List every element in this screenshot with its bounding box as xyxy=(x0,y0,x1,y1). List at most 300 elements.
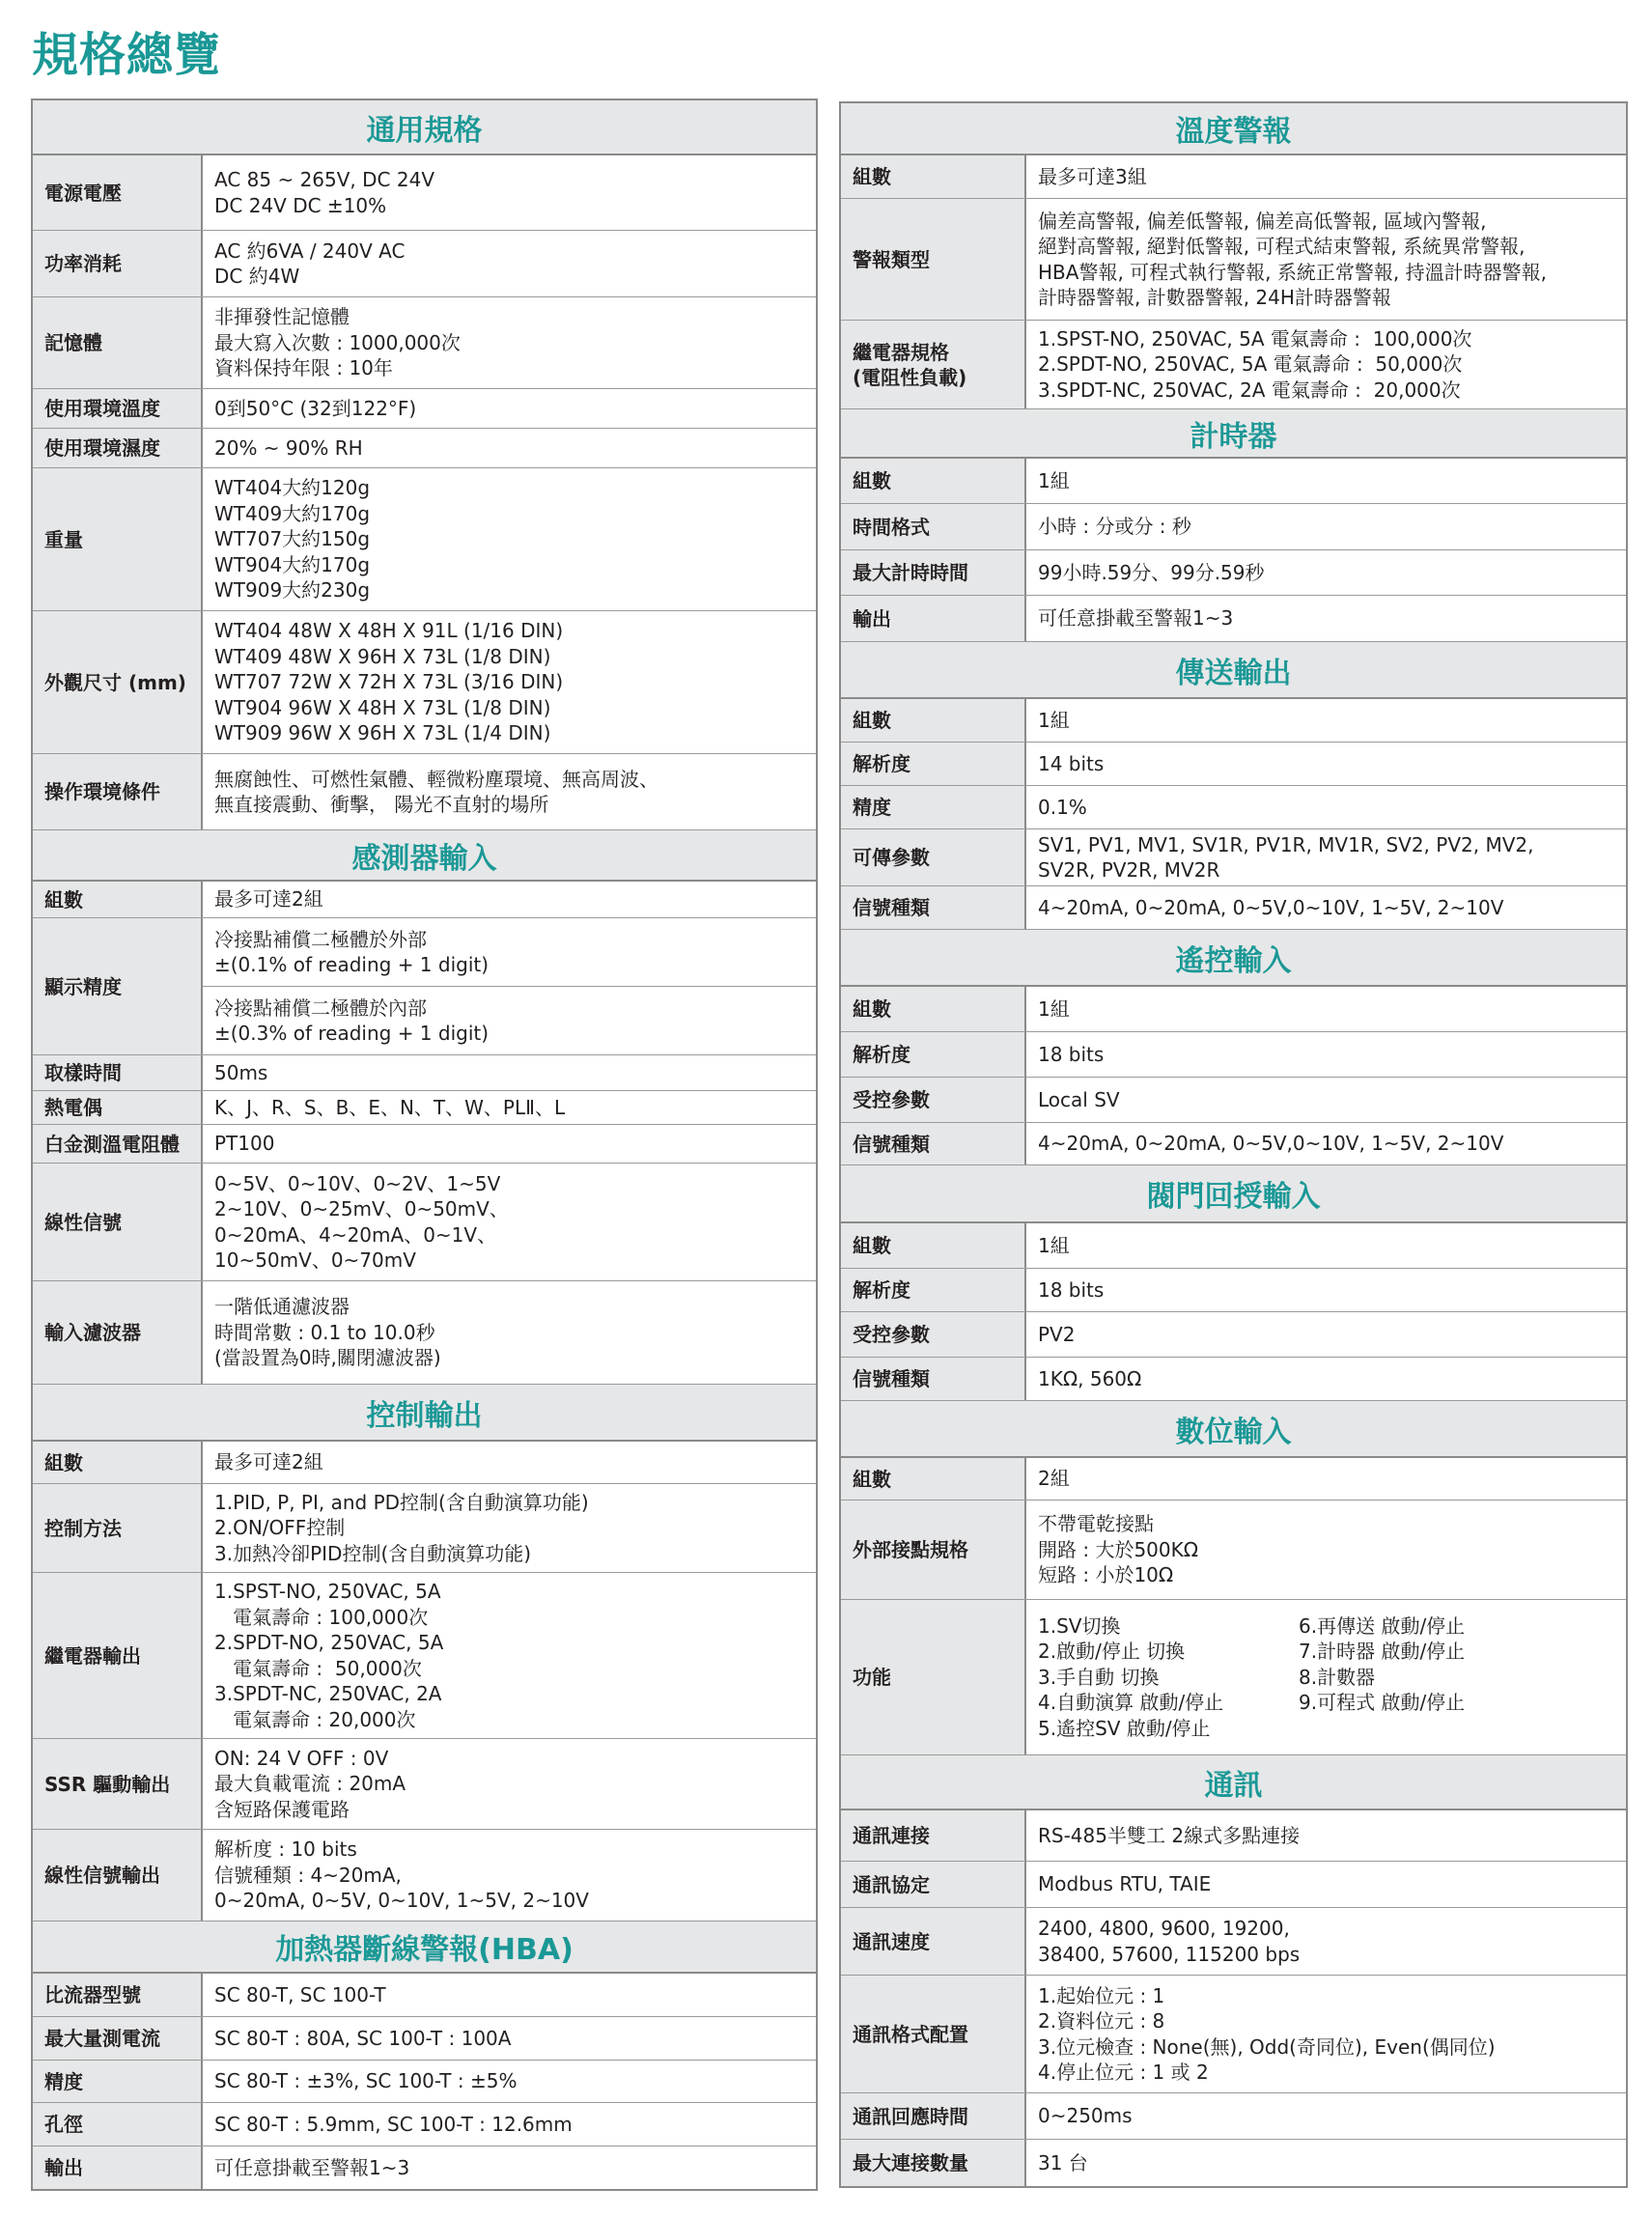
spec-row xyxy=(33,389,816,429)
spec-value xyxy=(1026,786,1626,828)
spec-row xyxy=(841,1810,1626,1862)
spec-row xyxy=(33,2017,816,2061)
text-line: 信號種類 xyxy=(853,1367,930,1390)
spec-label xyxy=(841,1501,1026,1599)
spec-label xyxy=(33,1830,203,1921)
label-text xyxy=(44,396,160,421)
spec-row xyxy=(33,1739,816,1830)
spec-value xyxy=(203,1281,816,1384)
text-line: WT707大約150g xyxy=(214,527,371,551)
spec-label xyxy=(33,155,203,230)
label-text xyxy=(44,330,102,355)
text-line: 精度 xyxy=(44,2069,83,2093)
label-text xyxy=(853,2022,968,2047)
spec-value xyxy=(1026,2093,1626,2139)
spec-row xyxy=(33,2146,816,2189)
text-line: 14 bits xyxy=(1038,751,1105,775)
text-line: 最大寫入次數 : 1000,000次 xyxy=(214,330,461,354)
spec-label xyxy=(841,459,1026,503)
text-line: WT409 48W X 96H X 73L (1/8 DIN) xyxy=(214,644,551,668)
label-text xyxy=(44,1863,160,1888)
label-text xyxy=(853,515,930,540)
section-header: 遙控輸入 xyxy=(841,930,1626,987)
text-line: AC 約6VA / 240V AC xyxy=(214,238,406,263)
text-line: 非揮發性記憶體 xyxy=(214,305,350,329)
text-line: 孔徑 xyxy=(44,2113,83,2136)
text-line: 外觀尺寸 (mm) xyxy=(44,670,186,694)
text-line: 組數 xyxy=(853,165,891,188)
spec-value xyxy=(203,297,816,388)
spec-value xyxy=(1026,1312,1626,1357)
text-line: 2.SPDT-NO, 250VAC, 5A 電氣壽命 : 50,000次 xyxy=(1038,352,1463,377)
spec-row xyxy=(33,1164,816,1281)
text-line: 2.啟動/停止 切換 xyxy=(1038,1640,1186,1664)
spec-label xyxy=(33,918,203,1054)
text-line: 通訊連接 xyxy=(853,1824,930,1847)
section-header: 計時器 xyxy=(841,409,1626,459)
label-text xyxy=(44,1643,141,1669)
text-line: K、J、R、S、B、E、N、T、W、PLⅡ、L xyxy=(214,1095,566,1119)
text-line: 最大連接數量 xyxy=(853,2151,968,2174)
spec-row xyxy=(841,1908,1626,1976)
label-text xyxy=(853,1087,930,1112)
text-line: 1.PID, P, PI, and PD控制(含自動演算功能) xyxy=(214,1490,589,1514)
spec-label xyxy=(33,1573,203,1738)
spec-label xyxy=(841,1976,1026,2092)
text-line: 線性信號 xyxy=(44,1210,122,1234)
spec-value xyxy=(1026,1458,1626,1500)
spec-row xyxy=(33,429,816,468)
text-line: AC 85 ~ 265V, DC 24V xyxy=(214,168,434,191)
text-line: 4~20mA, 0~20mA, 0~5V,0~10V, 1~5V, 2~10V xyxy=(1038,1132,1504,1156)
text-line: 最多可達2組 xyxy=(214,1450,323,1474)
text-line: 可任意掛載至警報1~3 xyxy=(214,2155,410,2179)
text-line: 解析度 xyxy=(853,1043,910,1066)
spec-label xyxy=(33,468,203,610)
text-line: PT100 xyxy=(214,1132,275,1156)
spec-value xyxy=(203,1573,816,1738)
spec-value xyxy=(203,1739,816,1829)
spec-label xyxy=(841,987,1026,1031)
spec-label xyxy=(33,2103,203,2146)
text-line: 9.可程式 啟動/停止 xyxy=(1299,1691,1466,1715)
spec-label xyxy=(841,1032,1026,1077)
spec-value xyxy=(1026,1269,1626,1311)
text-line: 記憶體 xyxy=(44,331,102,354)
text-line: DC 約4W xyxy=(214,265,300,288)
label-text xyxy=(44,1060,122,1085)
text-line: 精度 xyxy=(853,796,891,819)
spec-row xyxy=(33,882,816,918)
label-text xyxy=(853,468,891,493)
section-header: 數位輸入 xyxy=(841,1401,1626,1458)
spec-value xyxy=(203,754,816,829)
spec-value xyxy=(203,2061,816,2102)
text-line: 組數 xyxy=(853,1234,891,1257)
spec-label xyxy=(841,1078,1026,1122)
text-line: 6.再傳送 啟動/停止 xyxy=(1299,1613,1466,1638)
spec-value xyxy=(203,1442,816,1483)
spec-row xyxy=(841,1223,1626,1269)
spec-value xyxy=(1026,1501,1626,1599)
spec-row xyxy=(841,321,1626,409)
label-text xyxy=(44,1210,122,1235)
text-line: 7.計時器 啟動/停止 xyxy=(1299,1640,1466,1664)
spec-row xyxy=(841,829,1626,886)
label-text xyxy=(853,164,891,189)
label-text xyxy=(44,2155,83,2180)
spec-row xyxy=(33,231,816,297)
section-header: 加熱器斷線警報(HBA) xyxy=(33,1921,816,1974)
spec-row xyxy=(33,1484,816,1573)
spec-value xyxy=(203,1484,816,1572)
text-line: 0~250ms xyxy=(1038,2104,1133,2128)
text-line: WT904 96W X 48H X 73L (1/8 DIN) xyxy=(214,695,551,719)
spec-value xyxy=(1026,886,1626,929)
spec-row xyxy=(33,297,816,389)
spec-label xyxy=(841,1810,1026,1861)
spec-value xyxy=(203,429,816,467)
text-line: WT909大約230g xyxy=(214,578,371,603)
value-column xyxy=(1038,1613,1299,1742)
text-line: 3.加熱冷卻PID控制(含自動演算功能) xyxy=(214,1541,532,1565)
text-line: 最多可達2組 xyxy=(214,887,323,912)
spec-label xyxy=(841,504,1026,549)
spec-label xyxy=(33,1091,203,1124)
spec-row xyxy=(841,596,1626,642)
spec-row xyxy=(841,1862,1626,1908)
text-line: 8.計數器 xyxy=(1299,1665,1376,1689)
text-line: 通訊回應時間 xyxy=(853,2104,968,2128)
text-line: 20% ~ 90% RH xyxy=(214,435,363,460)
spec-label xyxy=(841,155,1026,198)
spec-value xyxy=(1026,829,1626,885)
text-line: 電氣壽命 : 50,000次 xyxy=(214,1656,422,1680)
spec-row xyxy=(841,1600,1626,1755)
spec-label xyxy=(841,2093,1026,2139)
text-line: 通訊速度 xyxy=(853,1929,930,1953)
text-line: 組數 xyxy=(853,1467,891,1491)
text-line: 3.手自動 切換 xyxy=(1038,1665,1160,1689)
spec-value xyxy=(203,1830,816,1921)
spec-label xyxy=(841,1600,1026,1754)
spec-value xyxy=(1026,1123,1626,1164)
spec-row xyxy=(841,1358,1626,1401)
text-line: 外部接點規格 xyxy=(853,1538,968,1561)
spec-row xyxy=(841,699,1626,743)
text-line: 4.停止位元 : 1 或 2 xyxy=(1038,2061,1209,2084)
spec-value xyxy=(203,389,816,428)
spec-row xyxy=(33,1573,816,1739)
text-line: 4.自動演算 啟動/停止 xyxy=(1038,1691,1224,1715)
text-line: 1.SPST-NO, 250VAC, 5A 電氣壽命 : 100,000次 xyxy=(1038,326,1472,351)
text-line: 警報類型 xyxy=(853,247,930,271)
spec-label xyxy=(33,1974,203,2016)
spec-label xyxy=(841,886,1026,929)
spec-value xyxy=(1026,199,1626,320)
label-text xyxy=(44,1095,102,1120)
text-line: 18 bits xyxy=(1038,1042,1105,1066)
spec-value xyxy=(1026,987,1626,1031)
spec-row xyxy=(841,1078,1626,1123)
spec-label xyxy=(33,297,203,388)
text-line: (當設置為0時,關閉濾波器) xyxy=(214,1346,441,1370)
text-line: 控制方法 xyxy=(44,1516,122,1540)
text-line: Modbus RTU, TAIE xyxy=(1038,1872,1212,1896)
spec-row xyxy=(33,1830,816,1921)
spec-value xyxy=(1026,504,1626,549)
spec-row xyxy=(33,2103,816,2146)
label-text xyxy=(853,1823,930,1848)
text-line: 組數 xyxy=(853,469,891,492)
text-line: 最大量測電流 xyxy=(44,2027,160,2050)
spec-label xyxy=(841,743,1026,785)
text-line: 顯示精度 xyxy=(44,974,122,998)
spec-value xyxy=(203,1055,816,1090)
text-line: SSR 驅動輸出 xyxy=(44,1772,171,1796)
text-line: 99小時.59分、99分.59秒 xyxy=(1038,560,1265,584)
spec-row xyxy=(33,468,816,611)
spec-row xyxy=(841,459,1626,504)
spec-row xyxy=(841,1458,1626,1501)
text-line: 可任意掛載至警報1~3 xyxy=(1038,606,1234,631)
text-line: SC 80-T : ±3%, SC 100-T : ±5% xyxy=(214,2069,518,2093)
spec-label xyxy=(841,321,1026,408)
text-line: 解析度 : 10 bits xyxy=(214,1837,357,1862)
text-line: Local SV xyxy=(1038,1087,1120,1111)
page-title: 規格總覽 xyxy=(32,28,222,82)
label-text xyxy=(44,670,186,695)
text-line: 使用環境濕度 xyxy=(44,436,160,460)
spec-label xyxy=(841,550,1026,595)
text-line: 0~5V、0~10V、0~2V、1~5V xyxy=(214,1171,501,1195)
text-line: 功率消耗 xyxy=(44,252,122,275)
spec-row xyxy=(841,504,1626,550)
spec-row xyxy=(841,550,1626,596)
spec-row xyxy=(33,918,816,1055)
label-text xyxy=(853,1872,930,1897)
label-text xyxy=(44,2112,83,2137)
spec-value xyxy=(1026,1078,1626,1122)
label-text xyxy=(853,2104,968,2129)
text-line: 2.SPDT-NO, 250VAC, 5A xyxy=(214,1631,444,1654)
section-header: 通用規格 xyxy=(33,100,816,155)
label-text xyxy=(44,527,83,552)
spec-row xyxy=(841,1312,1626,1358)
label-text xyxy=(44,181,122,206)
text-line: ±(0.3% of reading + 1 digit) xyxy=(214,1022,490,1045)
spec-row xyxy=(841,886,1626,930)
text-line: 1組 xyxy=(1038,1233,1070,1257)
text-line: 繼電器輸出 xyxy=(44,1643,141,1668)
label-text xyxy=(853,2150,968,2175)
label-text xyxy=(853,996,891,1022)
spec-row xyxy=(33,1281,816,1385)
text-line: 偏差高警報, 偏差低警報, 偏差高低警報, 區域內警報, xyxy=(1038,209,1487,233)
text-line: 解析度 xyxy=(853,752,910,775)
spec-value xyxy=(203,1125,816,1163)
value-column xyxy=(1299,1613,1559,1742)
spec-value xyxy=(203,1091,816,1124)
spec-value xyxy=(1026,459,1626,503)
text-line: 0到50°C (32到122°F) xyxy=(214,396,417,420)
text-line: 2.資料位元 : 8 xyxy=(1038,2009,1165,2033)
label-text xyxy=(44,779,160,804)
spec-label xyxy=(33,1739,203,1829)
spec-value xyxy=(1026,321,1626,408)
section-header: 閥門回授輸入 xyxy=(841,1165,1626,1223)
text-line: 電源電壓 xyxy=(44,181,122,205)
text-line: WT404大約120g xyxy=(214,476,371,500)
spec-label xyxy=(841,199,1026,320)
text-line: 熱電偶 xyxy=(44,1096,102,1119)
spec-value xyxy=(203,1164,816,1280)
spec-label xyxy=(841,829,1026,885)
text-line: 解析度 xyxy=(853,1278,910,1302)
spec-row xyxy=(841,1032,1626,1078)
spec-row xyxy=(33,1091,816,1125)
spec-row xyxy=(841,1269,1626,1312)
text-line: 31 台 xyxy=(1038,2150,1088,2174)
text-line: SC 80-T, SC 100-T xyxy=(214,1982,386,2006)
text-line: 含短路保護電路 xyxy=(214,1797,350,1821)
text-line: 10~50mV、0~70mV xyxy=(214,1248,416,1272)
text-line: 一階低通濾波器 xyxy=(214,1295,350,1319)
spec-row xyxy=(33,754,816,830)
label-text xyxy=(44,2026,160,2051)
text-line: 可傳參數 xyxy=(853,846,930,869)
spec-label xyxy=(33,882,203,917)
spec-label xyxy=(841,1458,1026,1500)
spec-row xyxy=(841,2140,1626,2186)
spec-row xyxy=(33,1125,816,1164)
text-line: WT404 48W X 48H X 91L (1/16 DIN) xyxy=(214,619,564,643)
text-line: SC 80-T : 5.9mm, SC 100-T : 12.6mm xyxy=(214,2112,573,2136)
spec-value xyxy=(203,1974,816,2016)
label-text xyxy=(44,1132,180,1157)
spec-value xyxy=(1026,1862,1626,1907)
text-line: 最多可達3組 xyxy=(1038,164,1147,188)
text-line: 電氣壽命 : 20,000次 xyxy=(214,1707,416,1731)
spec-value xyxy=(1026,1032,1626,1077)
text-line: SV1, PV1, MV1, SV1R, PV1R, MV1R, SV2, PV2, MV2, xyxy=(1038,832,1534,856)
spec-row xyxy=(33,155,816,231)
spec-label xyxy=(841,2140,1026,2186)
text-line: 絕對高警報, 絕對低警報, 可程式結束警報, 系統異常警報, xyxy=(1038,235,1526,258)
text-line: 1組 xyxy=(1038,708,1070,732)
text-line: 比流器型號 xyxy=(44,1983,141,2006)
section-header: 控制輸出 xyxy=(33,1385,816,1442)
spec-label xyxy=(33,231,203,296)
text-line: 最大負載電流 : 20mA xyxy=(214,1772,406,1796)
spec-label xyxy=(33,611,203,753)
label-text xyxy=(44,1772,170,1797)
text-line: WT409大約170g xyxy=(214,501,371,525)
spec-value xyxy=(1026,1976,1626,2092)
spec-subcell xyxy=(203,918,816,987)
spec-value xyxy=(203,2146,816,2189)
spec-value xyxy=(1026,1810,1626,1861)
text-line: 資料保持年限 : 10年 xyxy=(214,356,393,380)
section-header: 感測器輸入 xyxy=(33,830,816,882)
label-text xyxy=(44,1982,141,2007)
spec-label xyxy=(33,1442,203,1483)
text-line: ON: 24 V OFF : 0V xyxy=(214,1746,389,1770)
label-text xyxy=(44,251,122,276)
text-line: 1組 xyxy=(1038,996,1070,1021)
text-line: 繼電器規格 xyxy=(853,340,949,364)
label-text xyxy=(853,845,930,870)
spec-label xyxy=(841,1862,1026,1907)
text-line: (電阻性負載) xyxy=(853,365,967,389)
text-line: 計時器警報, 計數器警報, 24H計時器警報 xyxy=(1038,286,1391,309)
spec-value xyxy=(203,231,816,296)
text-line: 組數 xyxy=(853,997,891,1021)
value-columns xyxy=(1038,1613,1626,1742)
text-line: 組數 xyxy=(44,887,83,912)
text-line: PV2 xyxy=(1038,1322,1076,1346)
spec-value xyxy=(1026,1600,1626,1754)
text-line: 受控參數 xyxy=(853,1088,930,1111)
spec-row xyxy=(33,1974,816,2017)
spec-label xyxy=(33,1125,203,1163)
spec-value xyxy=(1026,1223,1626,1268)
label-text xyxy=(44,1320,141,1345)
spec-label xyxy=(841,1269,1026,1311)
text-line: 0.1% xyxy=(1038,795,1087,819)
text-line: 2組 xyxy=(1038,1467,1070,1491)
label-text xyxy=(853,1132,930,1157)
spec-value xyxy=(1026,699,1626,742)
label-text xyxy=(853,895,930,920)
label-text xyxy=(853,1042,910,1067)
text-line: 3.位元檢查 : None(無), Odd(奇同位), Even(偶同位) xyxy=(1038,2034,1496,2059)
label-text xyxy=(853,606,891,631)
text-line: 1.起始位元 : 1 xyxy=(1038,1983,1165,2007)
spec-row xyxy=(841,786,1626,829)
text-line: ±(0.1% of reading + 1 digit) xyxy=(214,953,490,976)
text-line: WT904大約170g xyxy=(214,552,371,576)
text-line: 冷接點補償二極體於外部 xyxy=(214,927,427,951)
spec-table-left xyxy=(31,98,818,2191)
text-line: 電氣壽命 : 100,000次 xyxy=(214,1605,429,1629)
text-line: 無腐蝕性、可燃性氣體、輕微粉塵環境、無高周波、 xyxy=(214,767,658,791)
spec-label xyxy=(33,1484,203,1572)
spec-value xyxy=(203,882,816,917)
label-text xyxy=(44,887,83,912)
spec-row xyxy=(841,743,1626,786)
text-line: 信號種類 : 4~20mA, xyxy=(214,1863,402,1887)
spec-row xyxy=(841,2093,1626,2140)
spec-value xyxy=(203,155,816,230)
text-line: 50ms xyxy=(214,1060,268,1084)
spec-row xyxy=(841,1501,1626,1600)
label-text xyxy=(853,1233,891,1258)
spec-row xyxy=(841,1976,1626,2093)
spec-label xyxy=(841,1908,1026,1975)
spec-row xyxy=(33,1442,816,1484)
text-line: 1組 xyxy=(1038,468,1070,492)
label-text xyxy=(853,1277,910,1303)
text-line: 1.SPST-NO, 250VAC, 5A xyxy=(214,1580,441,1603)
spec-label xyxy=(841,786,1026,828)
label-text xyxy=(853,751,910,776)
section-header: 傳送輸出 xyxy=(841,642,1626,699)
label-text xyxy=(44,1516,122,1541)
spec-subcell xyxy=(203,987,816,1054)
text-line: 通訊格式配置 xyxy=(853,2022,968,2046)
text-line: 信號種類 xyxy=(853,896,930,919)
